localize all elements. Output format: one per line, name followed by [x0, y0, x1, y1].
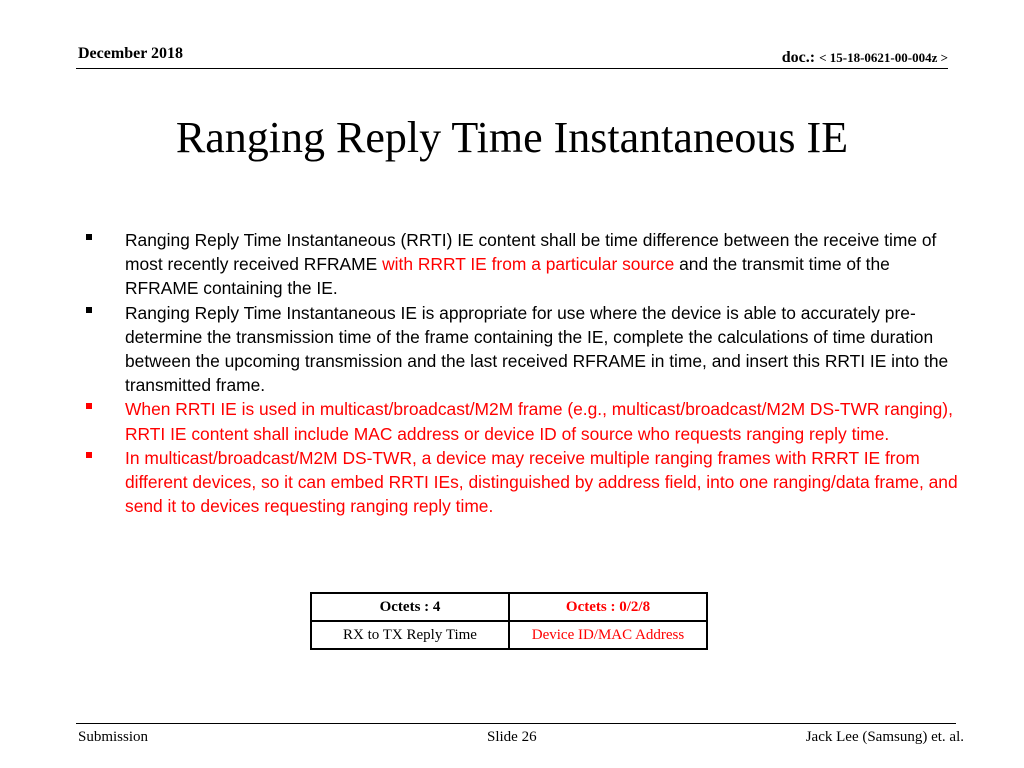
- table-cell: Device ID/MAC Address: [509, 621, 707, 649]
- square-bullet-icon: [86, 234, 92, 240]
- bullet-item: [86, 397, 966, 445]
- slide-title: Ranging Reply Time Instantaneous IE: [175, 113, 849, 162]
- bullet-highlight: with RRRT IE from a particular source: [382, 254, 675, 275]
- table-cell: RX to TX Reply Time: [311, 621, 509, 649]
- header-doc-id: [782, 49, 948, 67]
- footer-slide-number: Slide 26: [487, 729, 537, 745]
- square-bullet-icon: [86, 403, 92, 409]
- bullet-text: In multicast/broadcast/M2M DS-TWR, a device may receive multiple ranging frames with RRRT IE from different devices, so it can embed RRTI IEs, distinguished by address field, into one ranging/data frame, and send it to devices requesting ranging reply time.: [125, 447, 958, 517]
- doc-label: doc.:: [781, 49, 816, 66]
- table-row: [311, 621, 707, 649]
- header-divider: [76, 68, 948, 69]
- bullet-item: [86, 446, 966, 519]
- footer-submission: Submission: [78, 729, 149, 745]
- footer-author: Jack Lee (Samsung) et. al.: [805, 729, 964, 745]
- table-header-cell: Octets : 4: [311, 593, 509, 621]
- bullet-item: [86, 228, 966, 301]
- square-bullet-icon: [86, 452, 92, 458]
- bullet-text: When RRTI IE is used in multicast/broadcast/M2M frame (e.g., multicast/broadcast/M2M DS-TWR ranging), RRTI IE content shall include MAC address or device ID of source who requests ranging reply time.: [125, 399, 953, 444]
- doc-number: < 15-18-0621-00-004z >: [819, 50, 948, 65]
- bullet-list: [86, 228, 966, 518]
- bullet-item: [86, 301, 966, 398]
- bullet-text: Ranging Reply Time Instantaneous (RRTI) IE content shall be time difference between the receive time of most recently received RFRAME: [125, 230, 937, 275]
- header-date: December 2018: [78, 45, 183, 62]
- square-bullet-icon: [86, 307, 92, 313]
- table-header-row: [311, 593, 707, 621]
- bullet-text: Ranging Reply Time Instantaneous IE is appropriate for use where the device is able to accurately pre-determine the transmission time of the frame containing the IE, complete the calculations of time duration between the upcoming transmission and the last received RFRAME in time, and insert this RRTI IE into the transmitted frame.: [125, 302, 949, 396]
- ie-format-table: [310, 592, 708, 650]
- bullet-text-tail: and the transmit time of the RFRAME containing the IE.: [125, 254, 890, 299]
- footer-divider: [76, 723, 956, 724]
- table-header-cell: Octets : 0/2/8: [509, 593, 707, 621]
